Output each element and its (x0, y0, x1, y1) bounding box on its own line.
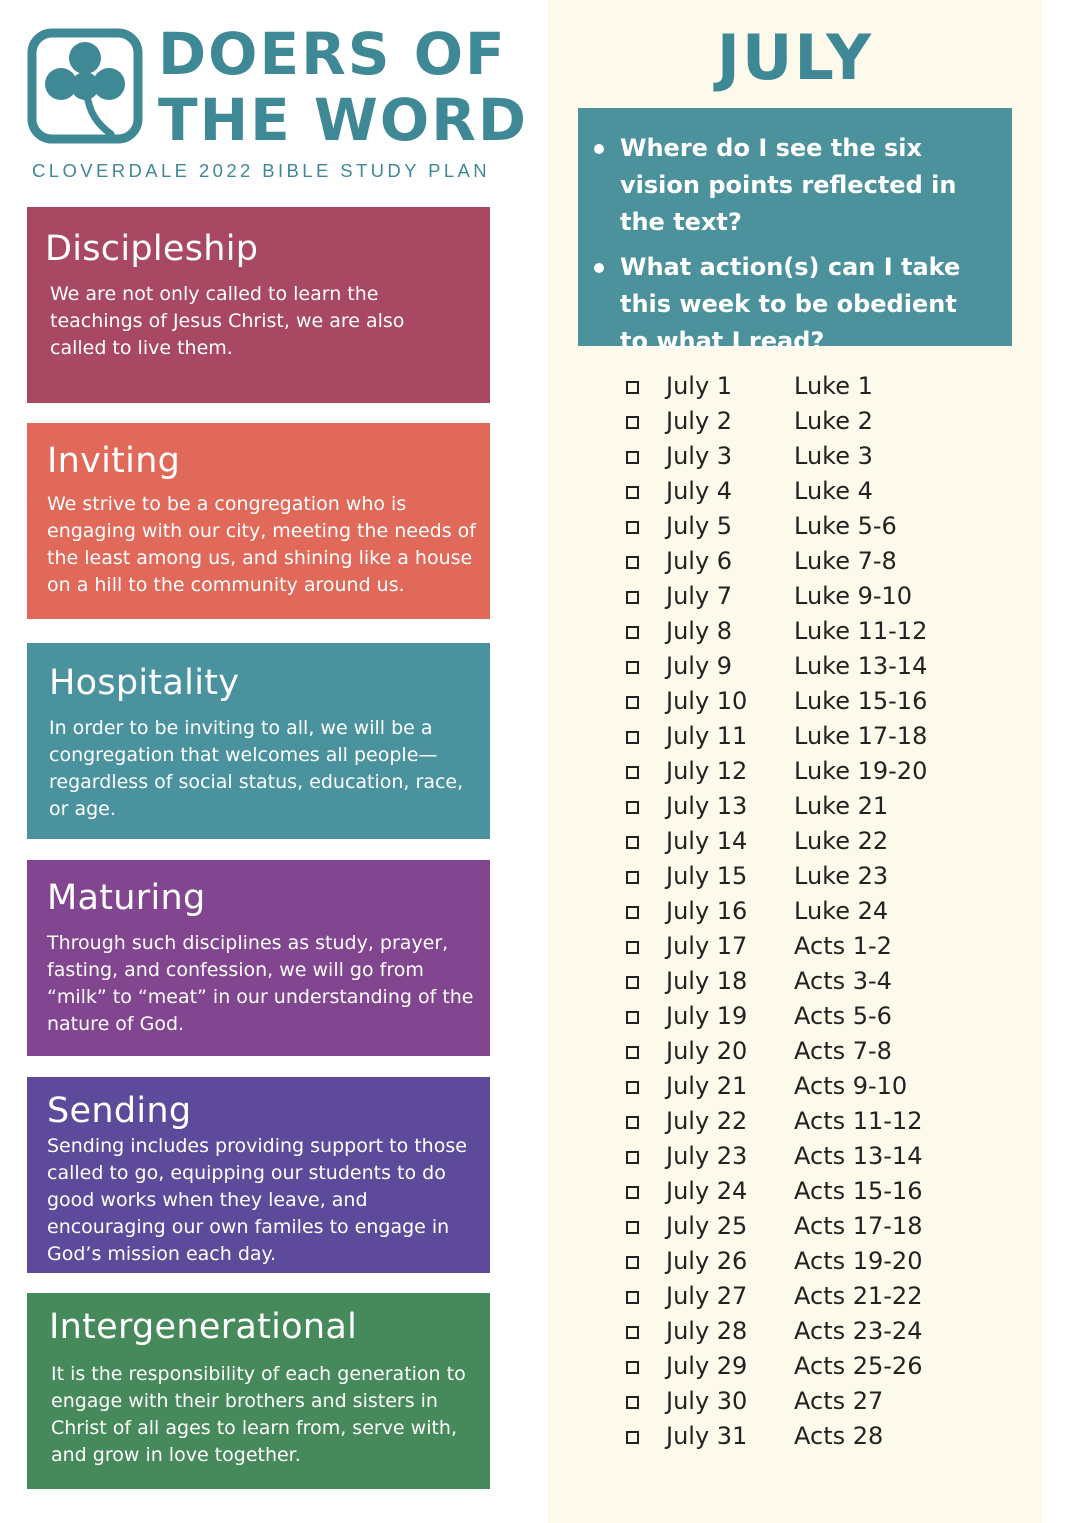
reading-date: July 5 (666, 512, 733, 540)
checkbox-icon[interactable] (626, 451, 639, 464)
reading-passage: Luke 17-18 (794, 722, 928, 750)
vision-card-body: We are not only called to learn the teachings of Jesus Christ, we are also called to live them. (50, 283, 405, 359)
reading-row (622, 614, 1022, 649)
reading-row (622, 929, 1022, 964)
reading-date: July 6 (666, 547, 733, 575)
reading-row (622, 474, 1022, 509)
reading-passage: Acts 25-26 (794, 1352, 923, 1380)
checkbox-icon[interactable] (626, 556, 639, 569)
vision-card-title: Hospitality (49, 663, 240, 703)
reading-passage: Luke 21 (794, 792, 889, 820)
checkbox-icon[interactable] (626, 871, 639, 884)
vision-card-title: Inviting (47, 441, 181, 481)
reading-row (622, 1209, 1022, 1244)
reading-row (622, 684, 1022, 719)
reading-date: July 24 (666, 1177, 748, 1205)
vision-card-body: Through such disciplines as study, prayer, fasting, and confession, we will go from “milk” to “meat” in our understanding of the nature of God. (47, 932, 474, 1035)
reading-date: July 16 (666, 897, 748, 925)
reading-passage: Luke 19-20 (794, 757, 928, 785)
reading-date: July 11 (666, 722, 748, 750)
checkbox-icon[interactable] (626, 591, 639, 604)
checkbox-icon[interactable] (626, 416, 639, 429)
reading-date: July 19 (666, 1002, 748, 1030)
checkbox-icon[interactable] (626, 801, 639, 814)
reading-date: July 7 (666, 582, 733, 610)
checkbox-icon[interactable] (626, 941, 639, 954)
reading-row (622, 404, 1022, 439)
checkbox-icon[interactable] (626, 976, 639, 989)
checkbox-icon[interactable] (626, 1151, 639, 1164)
bullet-icon (594, 263, 604, 273)
plan-subtitle: CLOVERDALE 2022 BIBLE STUDY PLAN (32, 160, 491, 181)
reading-date: July 21 (666, 1072, 748, 1100)
reflection-question-text: What action(s) can I take this week to be obedient to what I read? (620, 253, 961, 355)
reading-date: July 14 (666, 827, 748, 855)
checkbox-icon[interactable] (626, 486, 639, 499)
reading-passage: Acts 7-8 (794, 1037, 892, 1065)
vision-card-title: Intergenerational (49, 1307, 358, 1347)
checkbox-icon[interactable] (626, 1256, 639, 1269)
reading-date: July 28 (666, 1317, 748, 1345)
checkbox-icon[interactable] (626, 696, 639, 709)
reading-passage: Luke 7-8 (794, 547, 897, 575)
reading-passage: Acts 19-20 (794, 1247, 923, 1275)
reading-row (622, 754, 1022, 789)
reading-date: July 31 (666, 1422, 748, 1450)
vision-card-title: Maturing (47, 878, 206, 918)
checkbox-icon[interactable] (626, 1326, 639, 1339)
reading-passage: Acts 1-2 (794, 932, 892, 960)
reflection-question (590, 249, 992, 360)
reading-passage: Luke 22 (794, 827, 889, 855)
reading-row (622, 824, 1022, 859)
reading-passage: Luke 24 (794, 897, 889, 925)
reflection-questions-box (578, 108, 1012, 355)
reading-date: July 29 (666, 1352, 748, 1380)
reading-date: July 22 (666, 1107, 748, 1135)
reading-passage: Acts 23-24 (794, 1317, 923, 1345)
reading-plan-panel (548, 0, 1042, 1523)
reflection-question (590, 130, 992, 241)
reading-passage: Luke 1 (794, 372, 873, 400)
checkbox-icon[interactable] (626, 1396, 639, 1409)
reading-row (622, 1419, 1022, 1454)
reading-row (622, 439, 1022, 474)
reading-row (622, 789, 1022, 824)
reading-passage: Acts 5-6 (794, 1002, 892, 1030)
reading-passage: Luke 3 (794, 442, 873, 470)
reading-row (622, 649, 1022, 684)
month-title: JULY (716, 21, 874, 94)
reading-passage: Acts 15-16 (794, 1177, 923, 1205)
reading-date: July 3 (666, 442, 733, 470)
checkbox-icon[interactable] (626, 1361, 639, 1374)
vision-card-title: Discipleship (45, 229, 259, 269)
reading-row (622, 894, 1022, 929)
vision-card-hospitality (27, 643, 490, 839)
clover-icon (27, 28, 143, 144)
reading-passage: Luke 4 (794, 477, 873, 505)
reading-row (622, 859, 1022, 894)
vision-card-intergenerational (27, 1293, 490, 1489)
vision-card-body: We strive to be a congregation who is engaging with our city, meeting the needs of the least among us, and shining like a house on a hill to the community around us. (47, 493, 476, 596)
checkbox-icon[interactable] (626, 1046, 639, 1059)
reflection-question-text: Where do I see the six vision points reflected in the text? (620, 134, 957, 236)
vision-card-body: Sending includes providing support to those called to go, equipping our students to do good works when they leave, and encouraging our own familes to engage in God’s mission each day. (47, 1135, 467, 1265)
reading-row (622, 999, 1022, 1034)
reading-date: July 10 (666, 687, 748, 715)
vision-card-sending (27, 1077, 490, 1273)
reading-passage: Luke 2 (794, 407, 873, 435)
logo-title-line2: THE WORD (158, 86, 529, 154)
checkbox-icon[interactable] (626, 1221, 639, 1234)
checkbox-icon[interactable] (626, 661, 639, 674)
reading-passage: Acts 3-4 (794, 967, 892, 995)
vision-card-inviting (27, 423, 490, 619)
reading-date: July 15 (666, 862, 748, 890)
reading-date: July 26 (666, 1247, 748, 1275)
checkbox-icon[interactable] (626, 521, 639, 534)
checkbox-icon[interactable] (626, 906, 639, 919)
checkbox-icon[interactable] (626, 1116, 639, 1129)
reading-date: July 23 (666, 1142, 748, 1170)
page-edge (1042, 0, 1068, 1523)
checkbox-icon[interactable] (626, 836, 639, 849)
reading-date: July 18 (666, 967, 748, 995)
checkbox-icon[interactable] (626, 381, 639, 394)
reading-passage: Acts 27 (794, 1387, 884, 1415)
reading-row (622, 544, 1022, 579)
reading-row (622, 1034, 1022, 1069)
reading-row (622, 1139, 1022, 1174)
checkbox-icon[interactable] (626, 1431, 639, 1444)
reading-passage: Acts 13-14 (794, 1142, 923, 1170)
reading-date: July 12 (666, 757, 748, 785)
reflection-questions-list (590, 130, 992, 360)
reading-passage: Luke 15-16 (794, 687, 928, 715)
reading-passage: Acts 9-10 (794, 1072, 908, 1100)
reading-date: July 27 (666, 1282, 748, 1310)
vision-card-title: Sending (47, 1091, 192, 1131)
reading-passage: Acts 28 (794, 1422, 884, 1450)
vision-card-body: It is the responsibility of each generation to engage with their brothers and sisters in Christ of all ages to learn from, serve with, and grow in love together. (51, 1363, 466, 1466)
checkbox-icon[interactable] (626, 1186, 639, 1199)
reading-passage: Luke 5-6 (794, 512, 897, 540)
reading-passage: Acts 17-18 (794, 1212, 923, 1240)
reading-row (622, 509, 1022, 544)
reading-date: July 2 (666, 407, 733, 435)
checkbox-icon[interactable] (626, 731, 639, 744)
reading-schedule (622, 369, 1022, 1454)
reading-row (622, 964, 1022, 999)
checkbox-icon[interactable] (626, 1081, 639, 1094)
reading-date: July 13 (666, 792, 748, 820)
reading-row (622, 1279, 1022, 1314)
bullet-icon (594, 144, 604, 154)
checkbox-icon[interactable] (626, 626, 639, 639)
reading-date: July 9 (666, 652, 733, 680)
reading-row (622, 579, 1022, 614)
reading-date: July 25 (666, 1212, 748, 1240)
vision-card-discipleship (27, 207, 490, 403)
reading-date: July 20 (666, 1037, 748, 1065)
reading-date: July 4 (666, 477, 733, 505)
reading-date: July 1 (666, 372, 733, 400)
reading-row (622, 369, 1022, 404)
reading-row (622, 1244, 1022, 1279)
reading-date: July 17 (666, 932, 748, 960)
checkbox-icon[interactable] (626, 1011, 639, 1024)
reading-row (622, 1104, 1022, 1139)
checkbox-icon[interactable] (626, 766, 639, 779)
reading-passage: Acts 11-12 (794, 1107, 923, 1135)
reading-passage: Luke 23 (794, 862, 889, 890)
checkbox-icon[interactable] (626, 1291, 639, 1304)
vision-card-body: In order to be inviting to all, we will be a congregation that welcomes all people—regardless of social status, education, race, or age. (49, 717, 464, 820)
reading-row (622, 1314, 1022, 1349)
reading-date: July 30 (666, 1387, 748, 1415)
vision-card-maturing (27, 860, 490, 1056)
reading-row (622, 1069, 1022, 1104)
reading-passage: Acts 21-22 (794, 1282, 923, 1310)
reading-row (622, 1384, 1022, 1419)
reading-row (622, 719, 1022, 754)
logo-title-line1: DOERS OF (158, 20, 507, 88)
reading-passage: Luke 9-10 (794, 582, 913, 610)
reading-passage: Luke 13-14 (794, 652, 928, 680)
reading-row (622, 1349, 1022, 1384)
reading-date: July 8 (666, 617, 733, 645)
reading-row (622, 1174, 1022, 1209)
reading-passage: Luke 11-12 (794, 617, 928, 645)
